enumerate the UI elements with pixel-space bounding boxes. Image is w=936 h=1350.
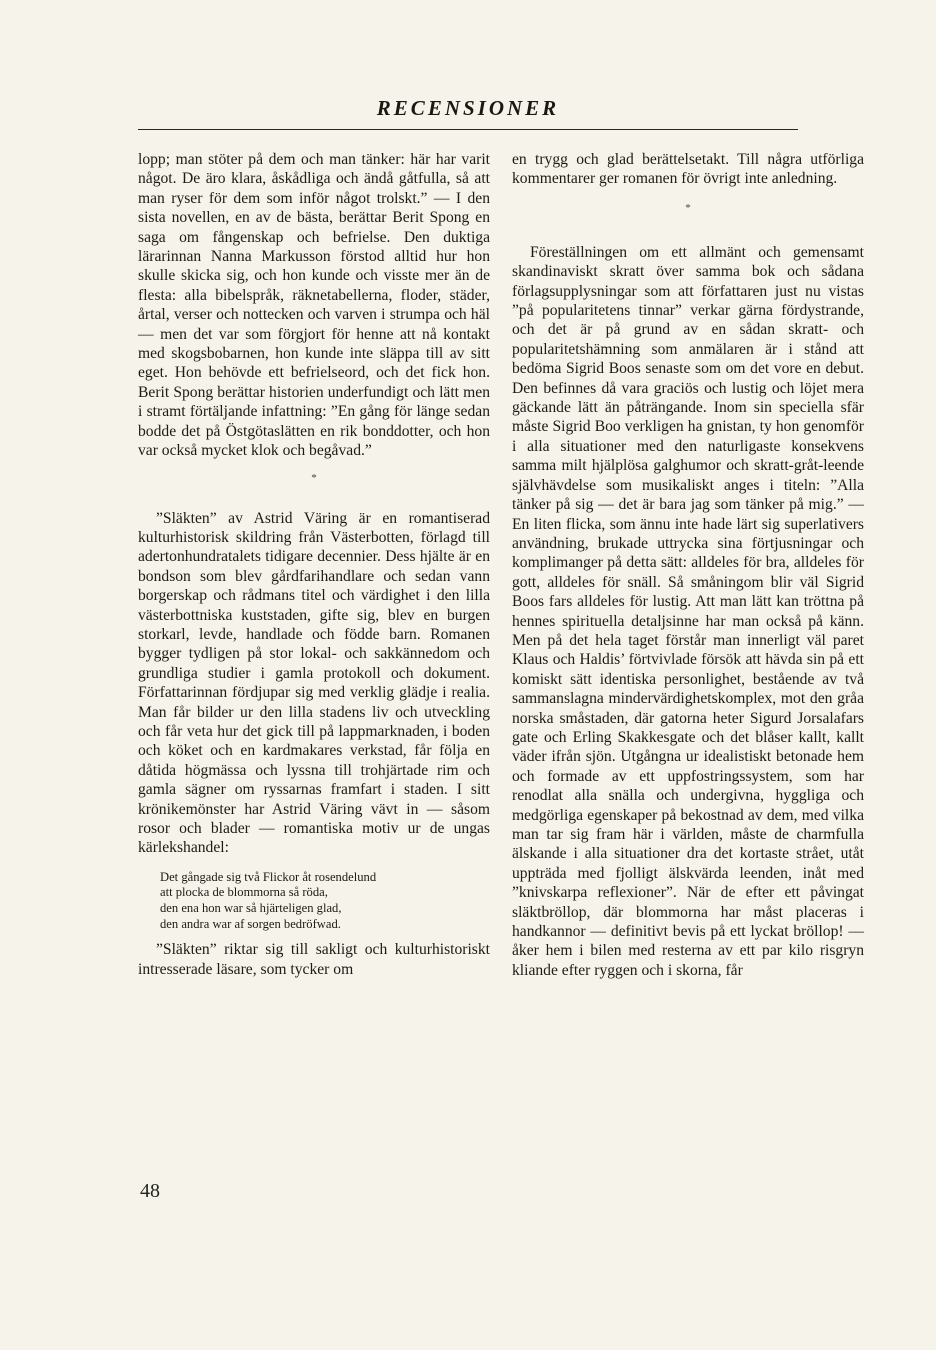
paragraph: en trygg och glad berättelsetakt. Till några utförliga kommentarer ger romanen för övrigt inte anledning. [512, 151, 864, 188]
poem-line: Det gångade sig två Flickor åt rosendelund [160, 869, 377, 884]
left-column [138, 150, 490, 979]
poem-line: att plocka de blommorna så röda, [160, 885, 328, 900]
paragraph: lopp; man stöter på dem och man tänker: här har varit något. De äro klara, åskådliga och ändå gåtfulla, så att man ryser för dem som inför något trolskt.” — I den sista novellen, en av de bästa, berättar Berit Spong en saga om fångenskap och befrielse. Den duktiga lärarinnan Nanna Markusson förstod alltid hur hon skulle skicka sig, och hon kunde och visste mer än de flesta: alla bibelspråk, räknetabellerna, floder, städer, årtal, verser och nottecken och varven i strumpa och häl — men det var som förgjort för henne att nå kontakt med skogsbobarnen, hon kunde inte släppa till av sitt eget. Hon behövde ett befrielseord, och det fick hon. Berit Spong berättar historien underfundigt och lätt men i stramt förtäljande infattning: ”En gång för länge sedan bodde det på Östgötaslätten en rik bonddotter, och hon var också mycket klok och begåvad.” [138, 151, 490, 460]
section-divider-asterisk: * [311, 471, 317, 484]
paragraph: ”Släkten” av Astrid Väring är en romantiserad kulturhistorisk skildring från Västerbotten, förlagd till adertonhundratalets tidigare decennier. Dess hjälte är en bondson som blev gårdfarihandlare och sedan vann borgerskap och rådmans titel och värdighet i den lilla västerbottniska kuststaden, gifte sig, blev en burgen storkarl, levde, handlade och födde barn. Romanen bygger tydligen på stor lokal- och sakkännedom och grundliga studier i gamla protokoll och dokument. Författarinnan fördjupar sig med verklig glädje i realia. Man får bilder ur den lilla stadens liv och utveckling och får veta hur det gick till på lappmarknaden, i boden och köket och en kardmakares verkstad, får följa en dåtida högmässa och lyssna till trohjärtade rim och gamla sägner om ryssarnas framfart i staden. I sitt krönikemönster har Astrid Väring vävt in — såsom rosor och blader — romantiska motiv ur de ungas kärlekshandel: [138, 509, 490, 857]
poem-line: den andra war af sorgen bedröfwad. [160, 916, 341, 931]
running-header: RECENSIONER [376, 96, 560, 120]
page-number: 48 [140, 1180, 160, 1202]
poem-quote [160, 870, 490, 932]
poem-line: den ena hon war så hjärteligen glad, [160, 901, 342, 915]
header-rule [138, 129, 798, 130]
paragraph: ”Släkten” riktar sig till sakligt och kulturhistoriskt intresserade läsare, som tycker om [138, 941, 490, 978]
paragraph: Föreställningen om ett allmänt och gemensamt skandinaviskt skratt över samma bok och sådana förlagsupplysningar som att författaren just nu vistas ”på popularitetens tinnar” verkar gärna fördystrande, och det är på grund av en sådan skratt- och popularitetshämning som anmälaren är i stånd att bedöma Sigrid Boos senaste som om det vore en debut. Den befinnes då vara graciös och lustig och löjet mera gäckande lätt än påträngande. Inom sin speciella sfär måste Sigrid Boo verkligen ha gnistan, ty hon genomför i alla situationer med den naturligaste konsekvens samma milt hjälplösa galghumor och skratt-gråt-leende självhävdelse som musikaliskt anges i titeln: ”Alla tänker på sig — det är bara jag som tänker på mig.” — En liten flicka, som ännu inte hade lärt sig superlativers användning, brukade uttrycka sina förtjusningar och komplimanger på detta sätt: alldeles för bra, alldeles för gott, alldeles för snäll. Så småningom blir väl Sigrid Boos fars alldeles för lustig. Att man lätt kan tröttna på hennes spirituella detaljsinne har man också på känn. Men på det hela taget förstår man innerligt väl paret Klaus och Haldis’ förtvivlade försök att hävda sin på ett komiskt sätt identiska personlighet, bestående av två sammanslagna mindervärdighetskomplex, mot den gråa norska småstaden, där gatorna heter Sigurd Jorsalafars gate och Erling Skakkesgate och det blåser kallt, kallt väder ifrån sjön. Utgångna ur idealistiskt betonade hem och formade av ett uppfostringssystem, som har renodlat alla snälla och undergivna, hyggliga och medgörliga egenskaper på bekostnad av dem, med vilka man tar sig fram här i världen, måste de charmfulla älskande i alla situationer dra det kortaste strået, utåt uppträda med fjolligt älskvärda leenden, inåt med ”knivskarpa reflexioner”. När de efter ett påvingat släktbröllop, där blommorna har måst placeras i handkannor — definitivt bevis på ett lyckat bröllop! — åker hem i bilen med resterna av ett par kilo risgryn kliande efter ryggen och i skorna, får [512, 243, 864, 979]
right-column [512, 150, 864, 980]
section-divider-asterisk: * [685, 201, 691, 214]
